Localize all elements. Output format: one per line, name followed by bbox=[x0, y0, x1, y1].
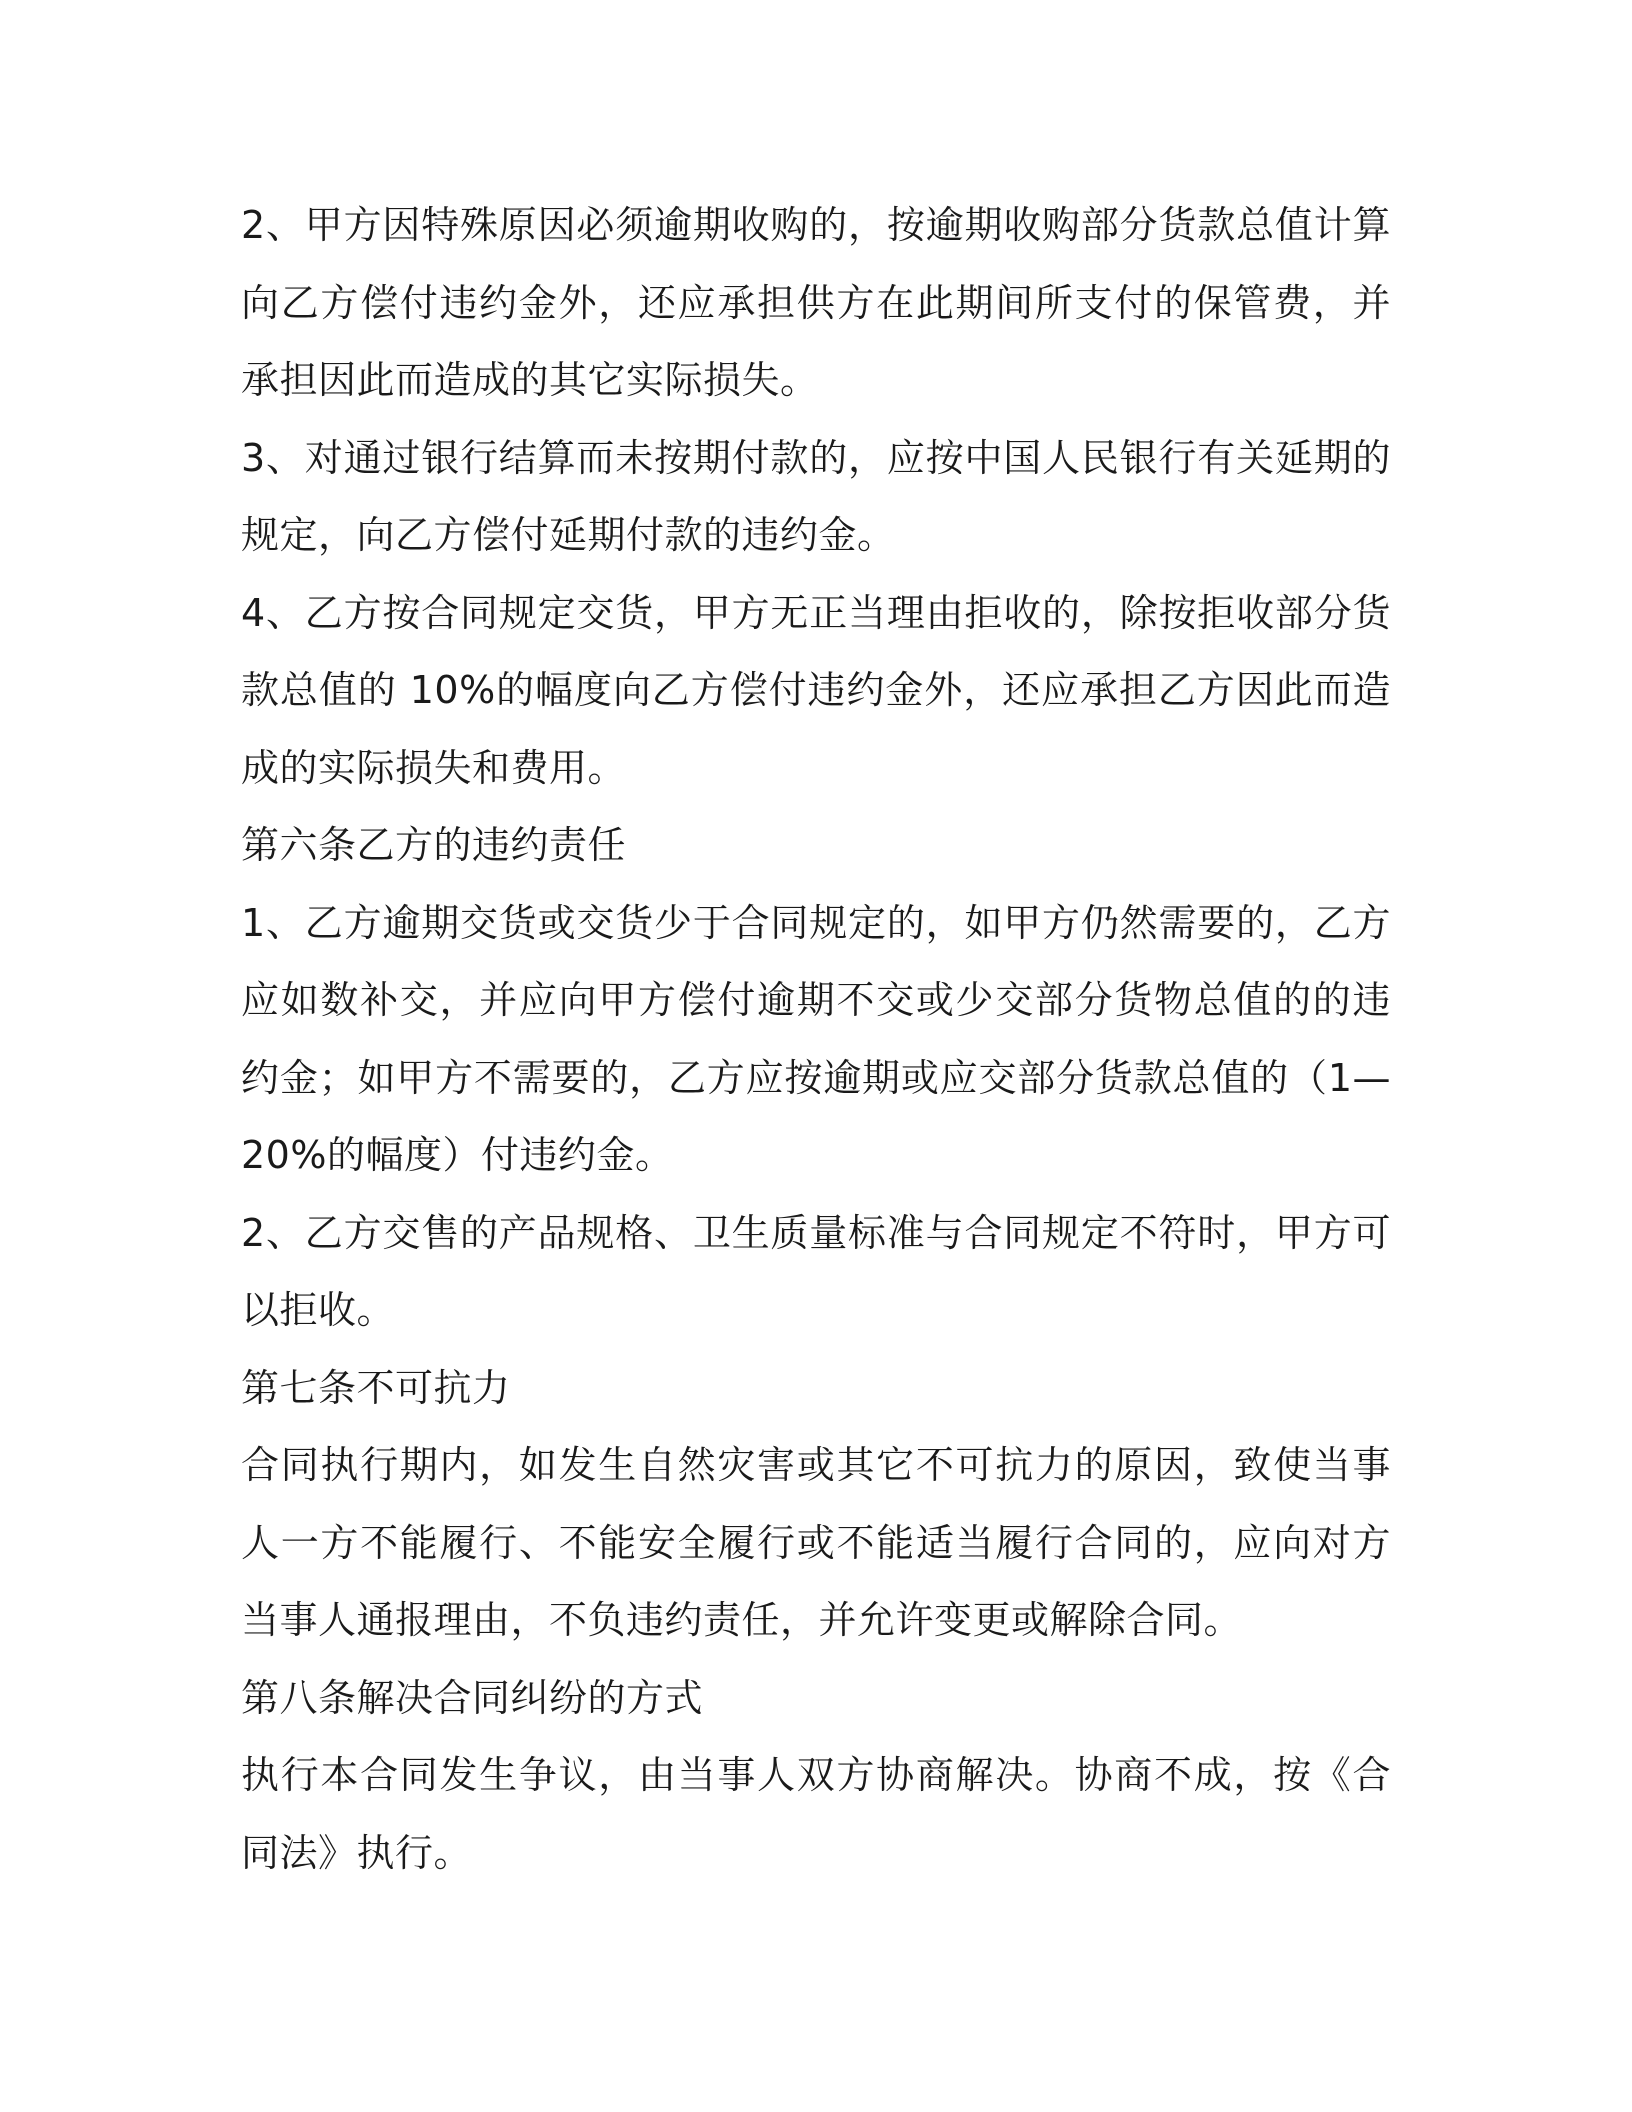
section-heading: 第七条不可抗力 bbox=[241, 1365, 511, 1410]
clause-paragraph: 2、乙方交售的产品规格、卫生质量标准与合同规定不符时，甲方可以拒收。 bbox=[241, 1210, 1391, 1332]
section-heading: 第八条解决合同纠纷的方式 bbox=[241, 1675, 704, 1720]
clause-paragraph: 执行本合同发生争议，由当事人双方协商解决。协商不成，按《合同法》执行。 bbox=[241, 1753, 1391, 1875]
clause-paragraph: 4、乙方按合同规定交货，甲方无正当理由拒收的，除按拒收部分货款总值的 10%的幅度向乙方偿付违约金外，还应承担乙方因此而造成的实际损失和费用。 bbox=[241, 590, 1391, 790]
document-page bbox=[241, 187, 1391, 1892]
clause-paragraph: 1、乙方逾期交货或交货少于合同规定的，如甲方仍然需要的，乙方应如数补交，并应向甲方偿付逾期不交或少交部分货物总值的的违约金；如甲方不需要的，乙方应按逾期或应交部分货款总值的（1—20%的幅度）付违约金。 bbox=[241, 900, 1391, 1177]
clause-paragraph: 合同执行期内，如发生自然灾害或其它不可抗力的原因，致使当事人一方不能履行、不能安全履行或不能适当履行合同的，应向对方当事人通报理由，不负违约责任，并允许变更或解除合同。 bbox=[241, 1443, 1391, 1642]
clause-paragraph: 2、甲方因特殊原因必须逾期收购的，按逾期收购部分货款总值计算向乙方偿付违约金外，还应承担供方在此期间所支付的保管费，并承担因此而造成的其它实际损失。 bbox=[241, 203, 1391, 402]
section-heading: 第六条乙方的违约责任 bbox=[241, 823, 627, 867]
clause-paragraph: 3、对通过银行结算而未按期付款的，应按中国人民银行有关延期的规定，向乙方偿付延期付款的违约金。 bbox=[241, 435, 1391, 557]
